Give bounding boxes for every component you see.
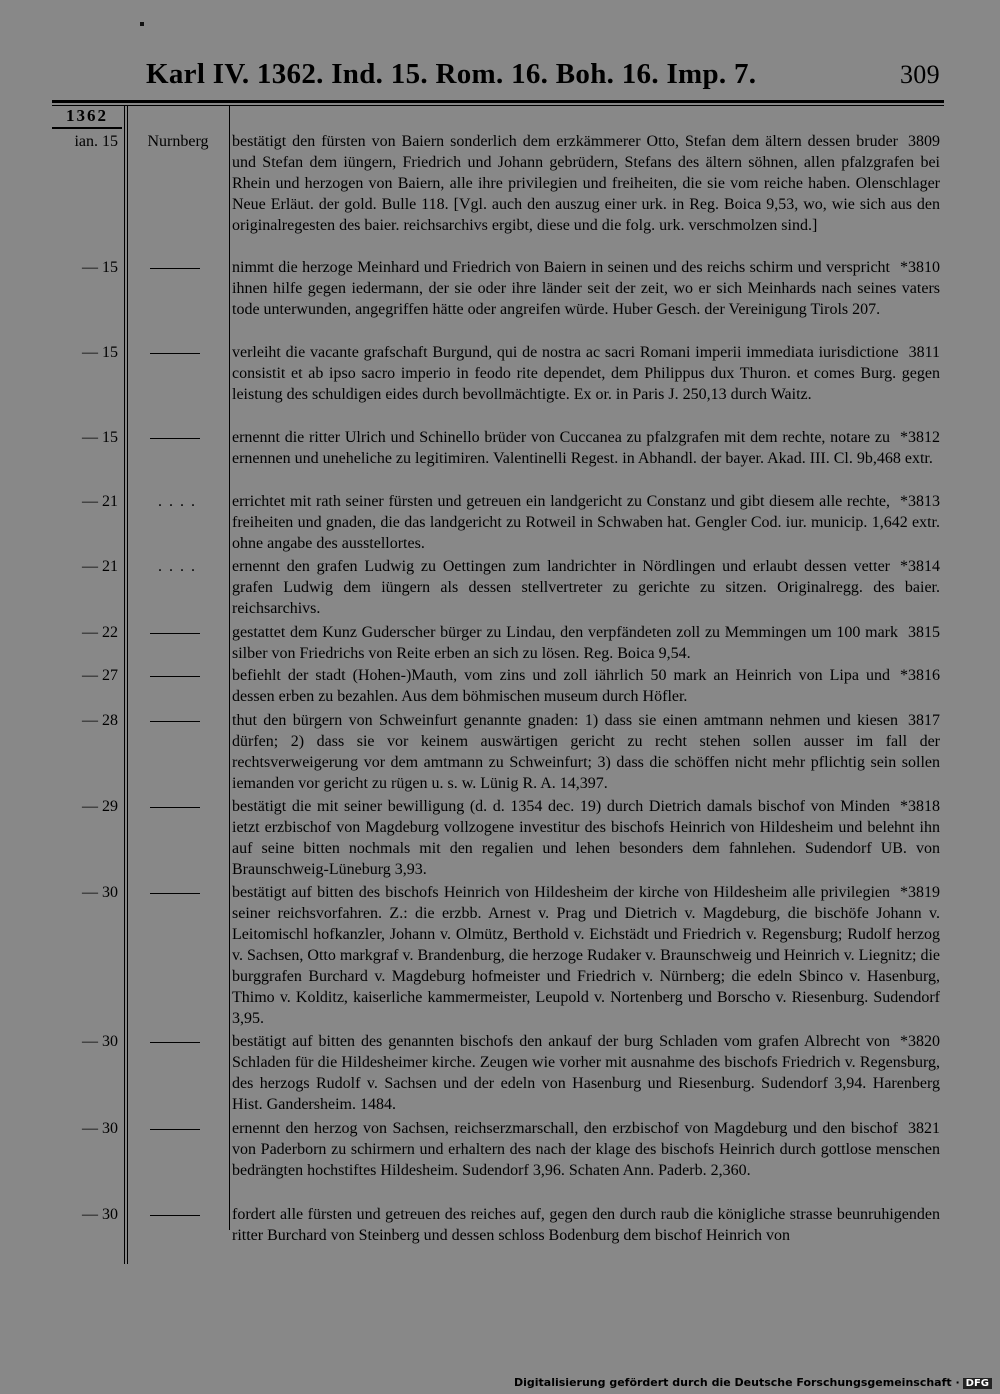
entry-number: 3821	[908, 1120, 940, 1137]
entry-number: *3810	[900, 259, 940, 276]
entry-date: — 15	[82, 429, 118, 446]
entry-number: *3814	[900, 558, 940, 575]
entry-number: *3816	[900, 667, 940, 684]
credit-text: Digitalisierung gefördert durch die Deutsche Forschungsgemeinschaft ·	[513, 1376, 960, 1389]
place-ditto-dash	[150, 353, 200, 354]
entry-date: — 30	[82, 884, 118, 901]
stray-mark	[140, 22, 144, 26]
entry-place: Nurnberg	[147, 133, 209, 150]
place-ditto-dash	[150, 893, 200, 894]
column-divider-date-inner	[127, 106, 128, 1264]
entry-date: — 29	[82, 798, 118, 815]
entry-number: *3812	[900, 429, 940, 446]
place-ditto-dash	[150, 438, 200, 439]
entry-date: — 21	[82, 493, 118, 510]
header-rule-thin	[52, 105, 944, 106]
entry-text: *3820 bestätigt auf bitten des genannten bischofs den ankauf der burg Schladen vom grafen Albrecht von Schladen für die Hildesheimer kirche. Zeugen wie vorher mit ausnahme des bischofs Friedrich v. Regensburg, des herzogs Rudolf v. Sachsen und der edeln von Hasenburg und Riesenburg. Sudendorf 3,94. Harenberg Hist. Gandersheim. 1484.	[232, 1033, 940, 1113]
year-label: 1362	[66, 106, 108, 125]
digitization-credit	[514, 1376, 992, 1389]
entry-text: *3816 befiehlt der stadt (Hohen-)Mauth, vom zins und zoll iährlich 50 mark an Heinrich von Lipa und dessen erben zu bezahlen. Aus dem böhmischen museum durch Höfler.	[232, 667, 940, 705]
entry-text: 3821 ernennt den herzog von Sachsen, reichserzmarschall, den erzbischof von Magdeburg und den bischof von Paderborn zu schirmern und erhaltern des nach der klage des bischofs Heinrich durch gottlose menschen bedrängten hochstiftes Hildesheim. Sudendorf 3,96. Schaten Ann. Paderb. 2,360.	[232, 1120, 940, 1179]
place-ditto-dash	[150, 676, 200, 677]
entry-number: *3818	[900, 798, 940, 815]
entry-text: *3818 bestätigt die mit seiner bewilligung (d. d. 1354 dec. 19) durch Dietrich damals bischof von Minden ietzt erzbischof von Magdeburg vollzogene investitur des bischofs Heinrich von Hildesheim und belehnt ihn auf seine bitten nochmals mit den regalien und lehen besonders dem fahnlehen. Sudendorf UB. von Braunschweig-Lüneburg 3,93.	[232, 798, 940, 878]
entry-date: — 15	[82, 344, 118, 361]
entry-date: — 28	[82, 712, 118, 729]
entry-text: *3810 nimmt die herzoge Meinhard und Friedrich von Baiern in seinen und des reichs schirm und verspricht ihnen hilfe gegen iedermann, der sie oder ihre länder seit der zeit, wo er sich Meinhards nach seines vaters tode unterwunden, angegriffen hätte oder angreifen würde. Huber Gesch. der Vereinigung Tirols 207.	[232, 259, 940, 318]
column-divider-date	[124, 106, 125, 1264]
entry-text: 3811 verleiht die vacante grafschaft Burgund, qui de nostra ac sacri Romani imperii immediata iurisdictione consistit et ab ipso sacro imperio in feodo rite dependet, dem Philippus dux Thuron. et comes Burg. gegen leistung des schuldigen eides durch bevollmächtigte. Ex or. in Paris J. 250,13 durch Waitz.	[232, 344, 940, 403]
dfg-logo: DFG	[963, 1378, 992, 1389]
entry-number: 3811	[908, 344, 940, 361]
entry-text: 3815 gestattet dem Kunz Guderscher bürger zu Lindau, den verpfändeten zoll zu Memmingen um 100 mark silber von Friedrichs von Reite erben an sich zu lösen. Reg. Boica 9,54.	[232, 624, 940, 662]
entry-date: — 30	[82, 1206, 118, 1223]
place-dots: ....	[158, 493, 202, 510]
place-ditto-dash	[150, 1129, 200, 1130]
place-ditto-dash	[150, 268, 200, 269]
place-ditto-dash	[150, 721, 200, 722]
entry-date: — 22	[82, 624, 118, 641]
entry-text: *3814 ernennt den grafen Ludwig zu Oettingen zum landrichter in Nördlingen und erlaubt dessen vetter grafen Ludwig dem iüngern als dessen stellvertreter zu gerichte zu sitzen. Originalregg. des baier. reichsarchivs.	[232, 558, 940, 617]
running-title: Karl IV. 1362. Ind. 15. Rom. 16. Boh. 16. Imp. 7.	[146, 58, 757, 90]
entry-date: — 15	[82, 259, 118, 276]
year-underline	[52, 127, 122, 129]
column-divider-place	[229, 106, 230, 1230]
entry-text: *3812 ernennt die ritter Ulrich und Schinello brüder von Cuccanea zu pfalzgrafen mit dem rechte, notare zu ernennen und uneheliche zu legitimiren. Valentinelli Regest. in Abhandl. der bayer. Akad. III. Cl. 9b,468 extr.	[232, 429, 940, 467]
entry-date: — 27	[82, 667, 118, 684]
entry-number: *3820	[900, 1033, 940, 1050]
header-rule-thick	[52, 100, 944, 103]
place-ditto-dash	[150, 633, 200, 634]
entry-text: *3813 errichtet mit rath seiner fürsten und getreuen ein landgericht zu Constanz und gibt diesem alle rechte, freiheiten und gnaden, die das landgericht zu Rotweil in Schwaben hat. Gengler Cod. iur. municip. 1,642 extr. ohne angabe des ausstellortes.	[232, 493, 940, 552]
entry-text: 3809 bestätigt den fürsten von Baiern sonderlich dem erzkämmerer Otto, Stefan dem ältern dessen bruder und Stefan dem iüngern, Friedrich und Johann gebrüdern, Stefans des ältern söhnen, allen pfalzgrafen bei Rhein und herzogen von Baiern, alle ihre privilegien und freiheiten, die sie vom reiche haben. Olenschlager Neue Erläut. der gold. Bulle 118. [Vgl. auch den auszug einer urk. in Reg. Boica 9,53, wo, wie sich aus den originalregesten des baier. reichsarchivs ergibt, diese und die folg. urk. verschmolzen sind.]	[232, 133, 940, 234]
entry-date: — 30	[82, 1033, 118, 1050]
entry-text: *3819 bestätigt auf bitten des bischofs Heinrich von Hildesheim der kirche von Hildesheim alle privilegien seiner reichsvorfahren. Z.: die erzbb. Arnest v. Prag und Dietrich v. Magdeburg, die bischöfe Johann v. Leitomischl hofkanzler, Johann v. Olmütz, Berthold v. Eichstädt und Friedrich v. Regensburg; Rudolf herzog v. Sachsen, Otto markgraf v. Brandenburg, die herzoge Rudaker v. Braunschweig und Heinrich v. Liegnitz; die burggrafen Burchard v. Magdeburg hofmeister und Friedrich v. Nürnberg; die edeln Sbinco v. Hasenburg, Thimo v. Kolditz, kaiserliche kammermeister, Leupold v. Nortenberg und Borscho v. Riesenburg. Sudendorf 3,95.	[232, 884, 940, 1027]
entry-number: *3813	[900, 493, 940, 510]
entry-number: 3817	[908, 712, 940, 729]
entry-number: 3815	[908, 624, 940, 641]
entry-number: 3809	[908, 133, 940, 150]
place-ditto-dash	[150, 807, 200, 808]
entry-date: — 21	[82, 558, 118, 575]
entry-date: — 30	[82, 1120, 118, 1137]
place-ditto-dash	[150, 1042, 200, 1043]
entry-text: fordert alle fürsten und getreuen des reiches auf, gegen den durch raub die königliche strasse beunruhigenden ritter Burchard von Steinberg und dessen schloss Bodenburg dem bischof Heinrich von	[232, 1206, 940, 1244]
place-dots: ....	[158, 558, 202, 575]
entry-text: 3817 thut den bürgern von Schweinfurt genannte gnaden: 1) dass sie einen amtmann nehmen und kiesen dürfen; 2) dass sie vor keinem auswärtigen gericht zu recht stehen sollen ausser im fall der rechtsverweigerung vor dem amtmann zu Schweinfurt; 3) dass die schöffen nicht mehr pflichtig sein sollen iemanden vor gericht zu rügen u. s. w. Lünig R. A. 14,397.	[232, 712, 940, 792]
place-ditto-dash	[150, 1215, 200, 1216]
entry-number: *3819	[900, 884, 940, 901]
page-header	[0, 58, 1000, 94]
entry-date: ian. 15	[74, 133, 118, 150]
page-number: 309	[900, 60, 940, 89]
